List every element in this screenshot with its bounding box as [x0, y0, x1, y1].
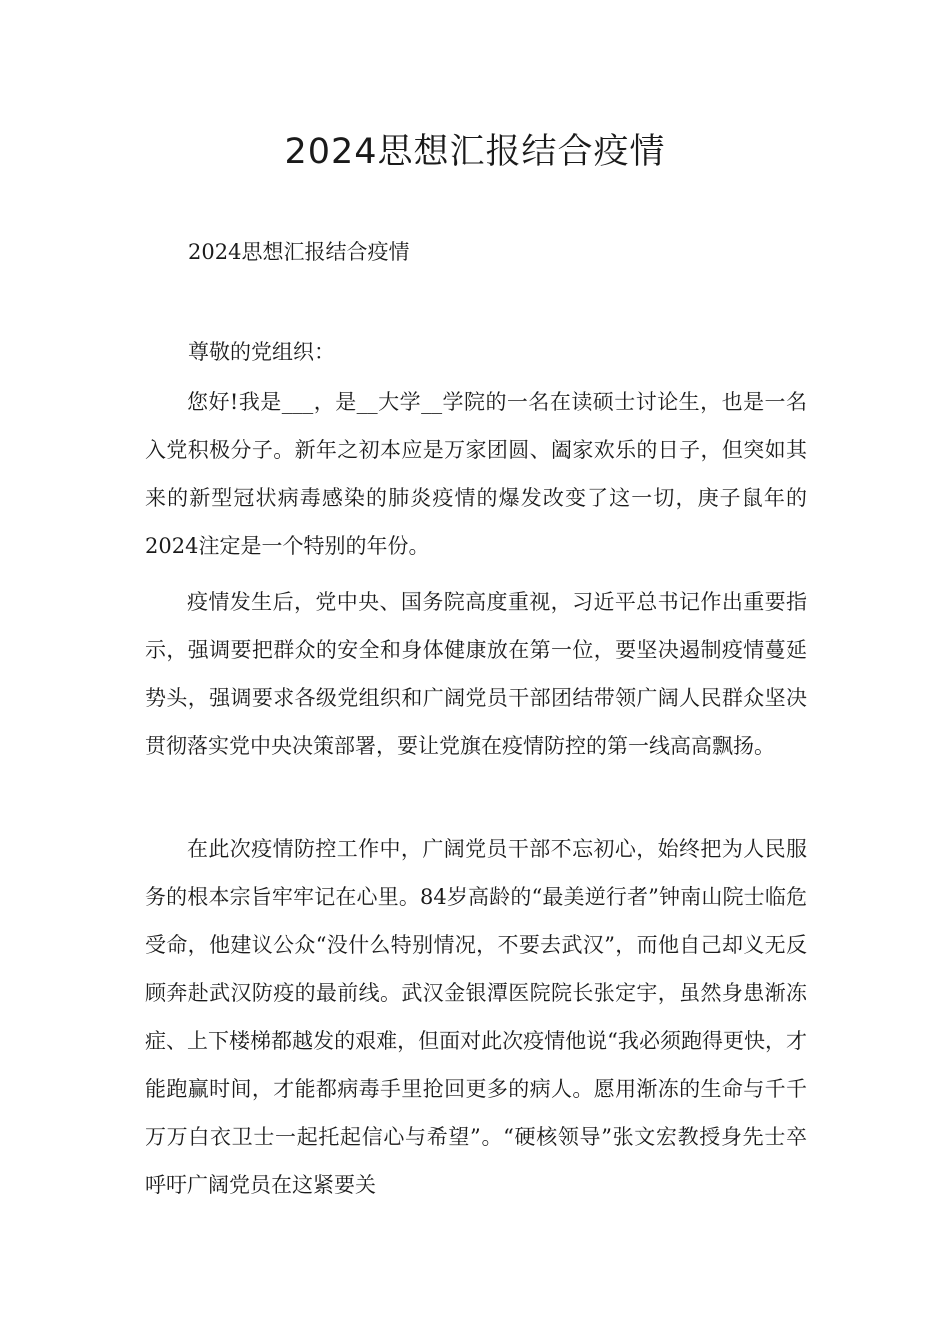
paragraph-text: 疫情发生后，党中央、国务院高度重视，习近平总书记作出重要指示，强调要把群众的安全和身体健康放在第一位，要坚决遏制疫情蔓延势头，强调要求各级党组织和广阔党员干部团结带领广阔人民群众坚决贯彻落实党中央决策部署，要让党旗在疫情防控的第一线高高飘扬。: [145, 590, 807, 758]
paragraph-2: [145, 578, 807, 770]
paragraph-3: [145, 825, 807, 1209]
document-title: 2024思想汇报结合疫情: [284, 132, 666, 172]
paragraph-text: 在此次疫情防控工作中，广阔党员干部不忘初心，始终把为人民服务的根本宗旨牢牢记在心里。84岁高龄的“最美逆行者”钟南山院士临危受命，他建议公众“没什么特别情况，不要去武汉”，而他自己却义无反顾奔赴武汉防疫的最前线。武汉金银潭医院院长张定宇，虽然身患渐冻症、上下楼梯都越发的艰难，但面对此次疫情他说“我必须跑得更快，才能跑赢时间，才能都病毒手里抢回更多的病人。愿用渐冻的生命与千千万万白衣卫士一起托起信心与希望”。“硬核领导”张文宏教授身先士卒呼吁广阔党员在这紧要关: [145, 837, 807, 1197]
paragraph-1: [145, 378, 807, 570]
paragraph-text: 您好!我是___，是__大学__学院的一名在读硕士讨论生，也是一名入党积极分子。新年之初本应是万家团圆、阖家欢乐的日子，但突如其来的新型冠状病毒感染的肺炎疫情的爆发改变了这一切，庚子鼠年的2024注定是一个特别的年份。: [145, 390, 807, 558]
salutation: 尊敬的党组织：: [188, 340, 335, 364]
document-subtitle: 2024思想汇报结合疫情: [188, 240, 410, 264]
